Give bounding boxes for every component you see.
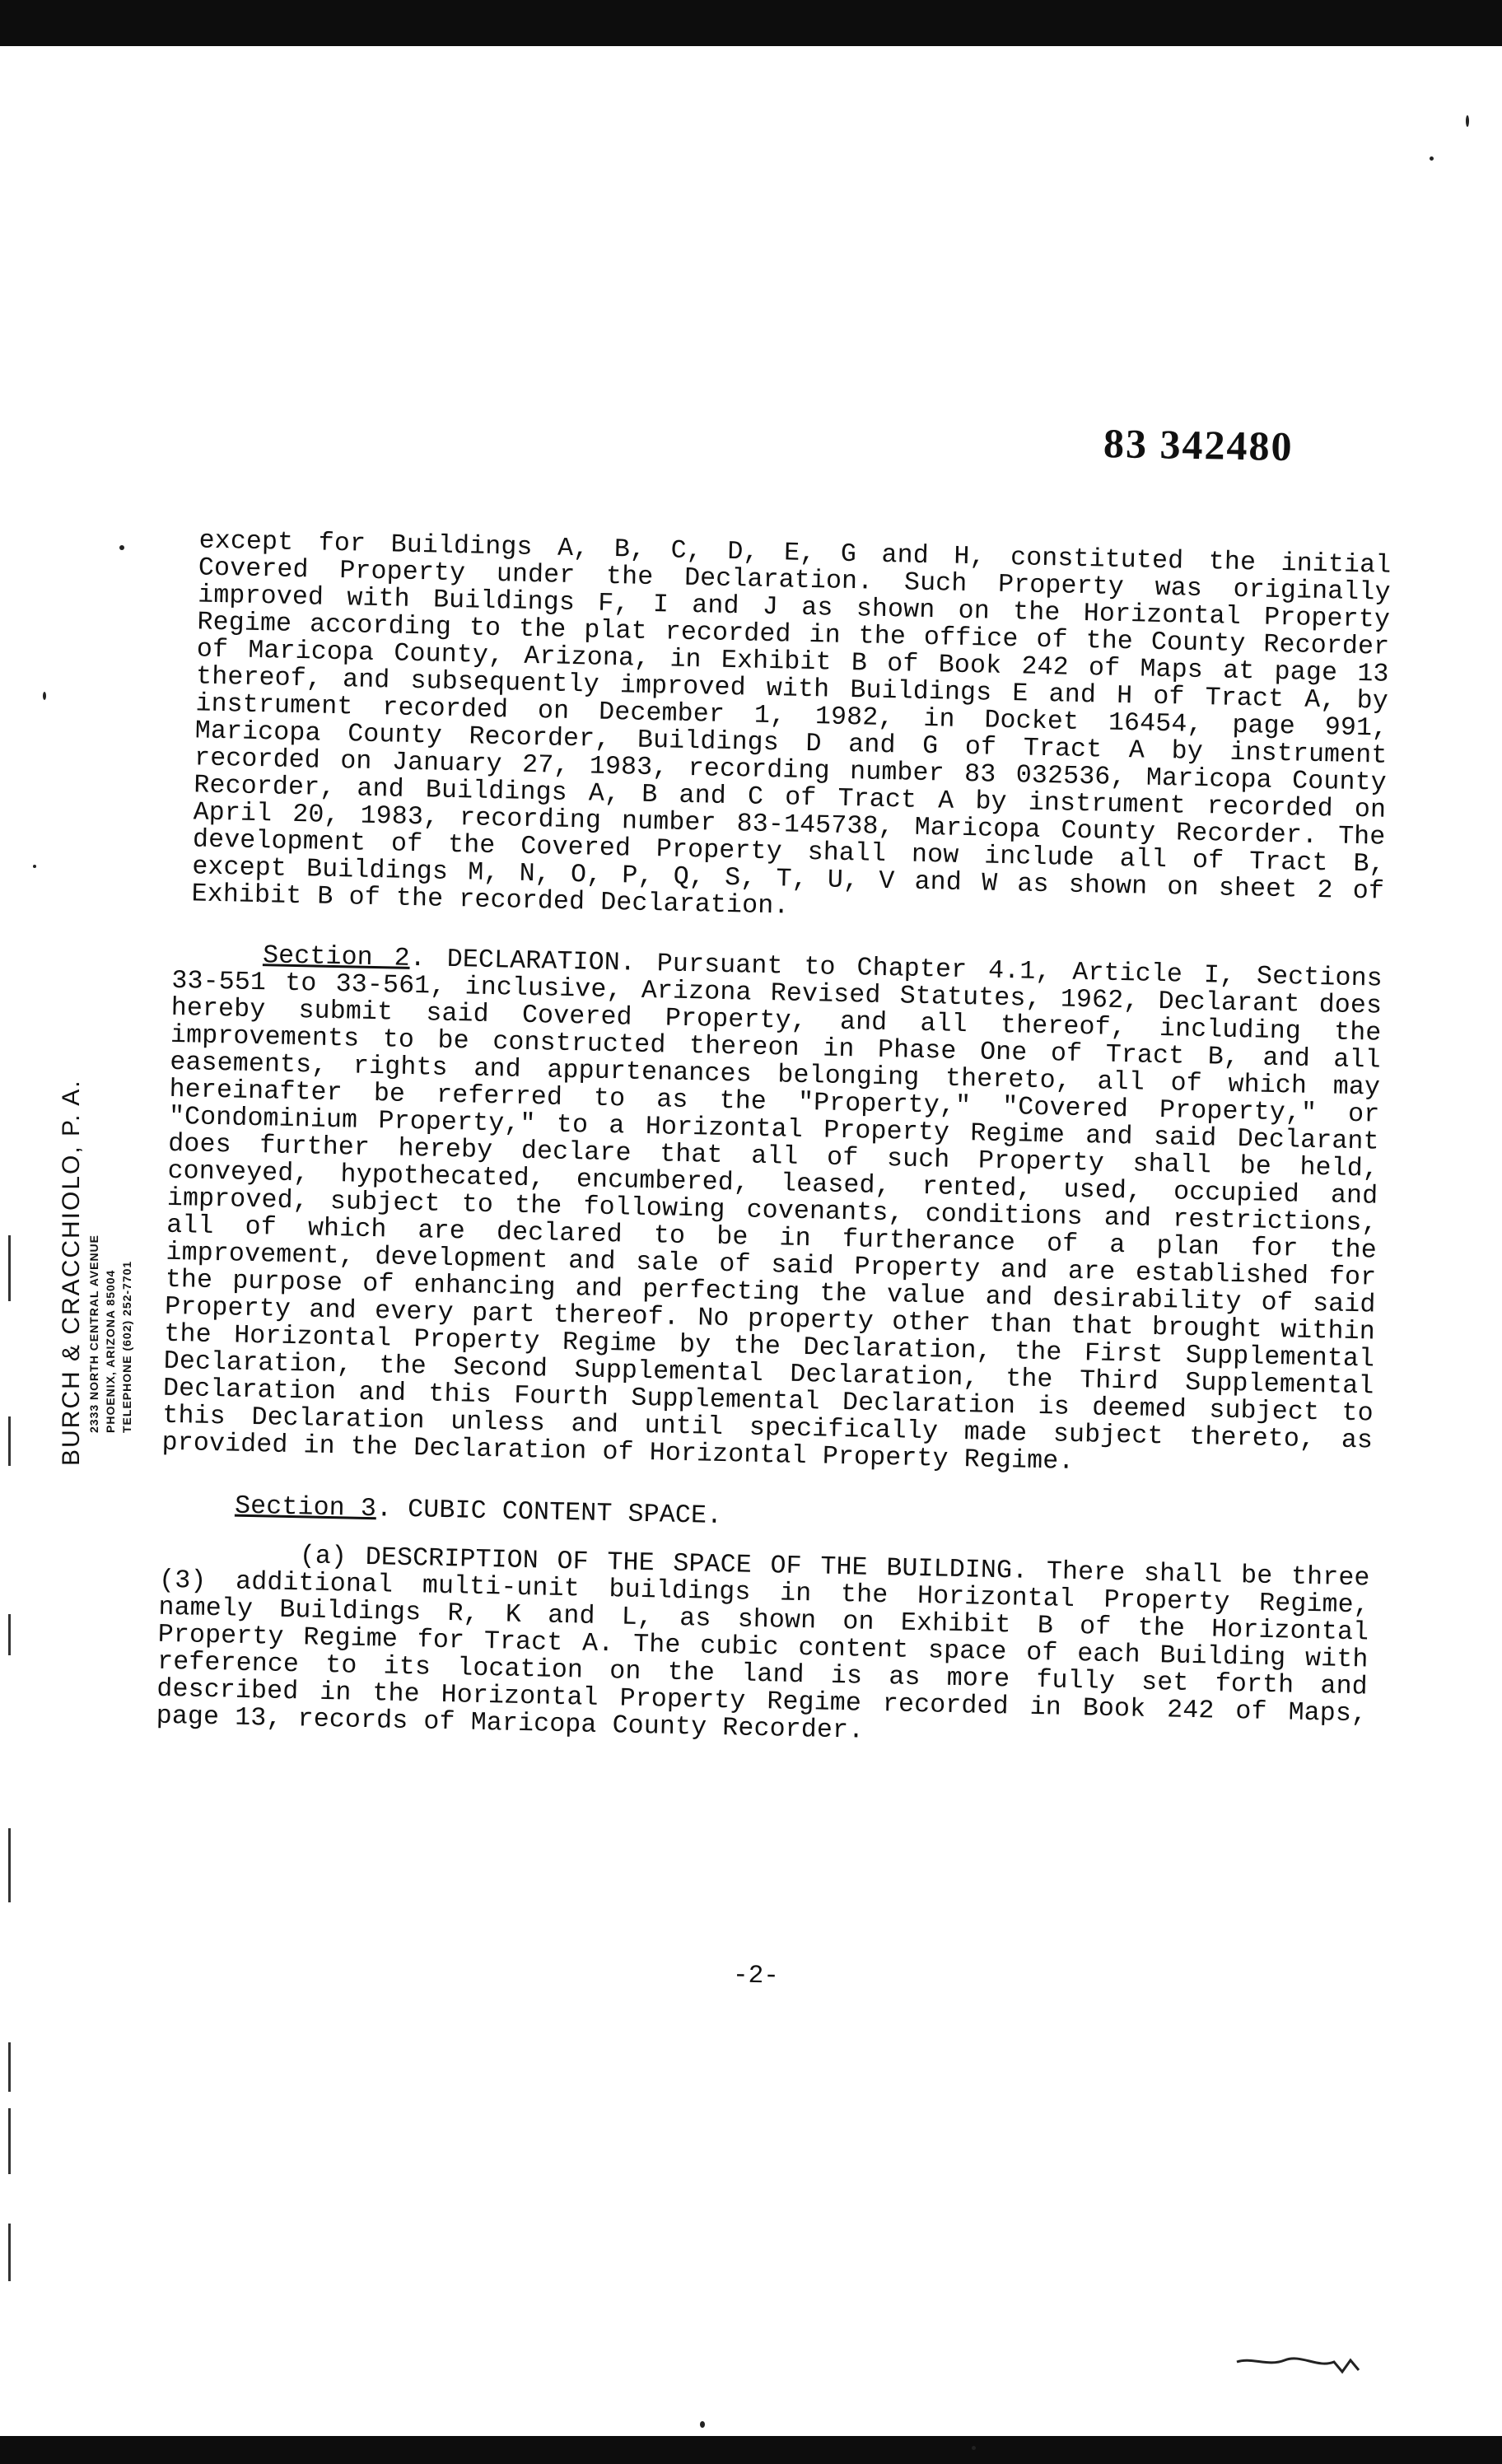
law-firm-letterhead — [58, 1038, 135, 1466]
margin-scan-mark — [8, 1828, 11, 1902]
section-2-text: . DECLARATION. Pursuant to Chapter 4.1, Article I, Sections 33-551 to 33-561, inclusive, Arizona Revised Statutes, 1962, Declarant does hereby submit said Covered Property, and all thereof, including the improvements to be constructed thereon in Phase One of Tract B, and all easements, rights and appurtenances belonging thereto, all of which may hereinafter be referred to as the "Property," "Covered Property," or "Condominium Property," to a Horizontal Property Regime and said Declarant does further hereby declare that all of such Property shall be held, conveyed, hypothecated, encumbered, leased, rented, used, occupied and improved, subject to the following covenants, conditions and restrictions, all of which are declared to be in furtherance of a plan for the improvement, development and sale of said Property and are established for the purpose of enhancing and perfecting the value and desirability of said Property and every part thereof. No property other than that brought within the Horizontal Property Regime by the Declaration, the First Supplemental Declaration, the Second Supplemental Declaration, the Third Supplemental Declaration and this Fourth Supplemental Declaration is deemed subject to this Declaration unless and until specifically made subject thereto, as provided in the Declaration of Horizontal Property Regime. — [161, 944, 1383, 1477]
margin-scan-mark — [8, 2108, 11, 2174]
scan-speck — [1430, 156, 1434, 161]
margin-scan-mark — [8, 2042, 11, 2092]
section-2-heading: Section 2 — [262, 941, 411, 973]
margin-scan-mark — [8, 1614, 11, 1655]
scan-speck — [972, 2446, 976, 2450]
paragraph-section-2 — [161, 940, 1383, 1482]
law-firm-name: BURCH & CRACCHIOLO, P. A. — [58, 1079, 85, 1466]
recording-number: 83 342480 — [1103, 420, 1294, 470]
paragraph-description-of-space: (a) DESCRIPTION OF THE SPACE OF THE BUILDING. There shall be three (3) additional multi-unit buildings in the Horizontal Property Regime, namely Buildings R, K and L, as shown on Exhibit B of the Horizontal Property Regime for Tract A. The cubic content space of each Building with reference to its location on the land is as more fully set forth and described in the Horizontal Property Regime recorded in Book 242 of Maps, page 13, records of Maricopa County Recorder. — [156, 1542, 1370, 1746]
scan-speck — [1466, 115, 1469, 127]
scan-border-bottom — [0, 2436, 1502, 2464]
firm-address-line: 2333 NORTH CENTRAL AVENUE — [87, 1234, 100, 1433]
scan-speck — [119, 545, 124, 550]
scan-speck — [700, 2421, 705, 2428]
paragraph-covered-property: except for Buildings A, B, C, D, E, G and H, constituted the initial Covered Property under the Declaration. Such Property was originally improved with Buildings F, I and J as shown on the Horizontal Property Regime according to the plat recorded in the office of the County Recorder of Maricopa County, Arizona, in Exhibit B of Book 242 of Maps at page 13 thereof, and subsequently improved with Buildings E and H of Tract A, by instrument recorded on December 1, 1982, in Docket 16454, page 991, Maricopa County Recorder, Buildings D and G of Tract A by instrument recorded on January 27, 1983, recording number 83 032536, Maricopa County Recorder, and Buildings A, B and C of Tract A by instrument recorded on April 20, 1983, recording number 83-145738, Maricopa County Recorder. The development of the Covered Property shall now include all of Tract B, except Buildings M, N, O, P, Q, S, T, U, V and W as shown on sheet 2 of Exhibit B of the recorded Declaration. — [191, 526, 1392, 922]
firm-phone-line: TELEPHONE (602) 252-7701 — [120, 1260, 133, 1433]
margin-scan-mark — [8, 2224, 11, 2281]
firm-city-line: PHOENIX, ARIZONA 85004 — [104, 1269, 117, 1433]
section-3-heading: Section 3 — [234, 1491, 377, 1524]
document-body — [156, 527, 1391, 1755]
margin-scan-mark — [8, 1235, 11, 1301]
page-number: -2- — [732, 1961, 780, 1991]
scan-border-top — [0, 0, 1502, 46]
section-3-text: . CUBIC CONTENT SPACE. — [376, 1495, 723, 1532]
scan-speck — [33, 865, 36, 868]
margin-scan-mark — [8, 1416, 11, 1466]
paragraph-section-3 — [235, 1493, 1371, 1544]
handwritten-mark — [1235, 2354, 1367, 2377]
scan-speck — [43, 692, 46, 700]
